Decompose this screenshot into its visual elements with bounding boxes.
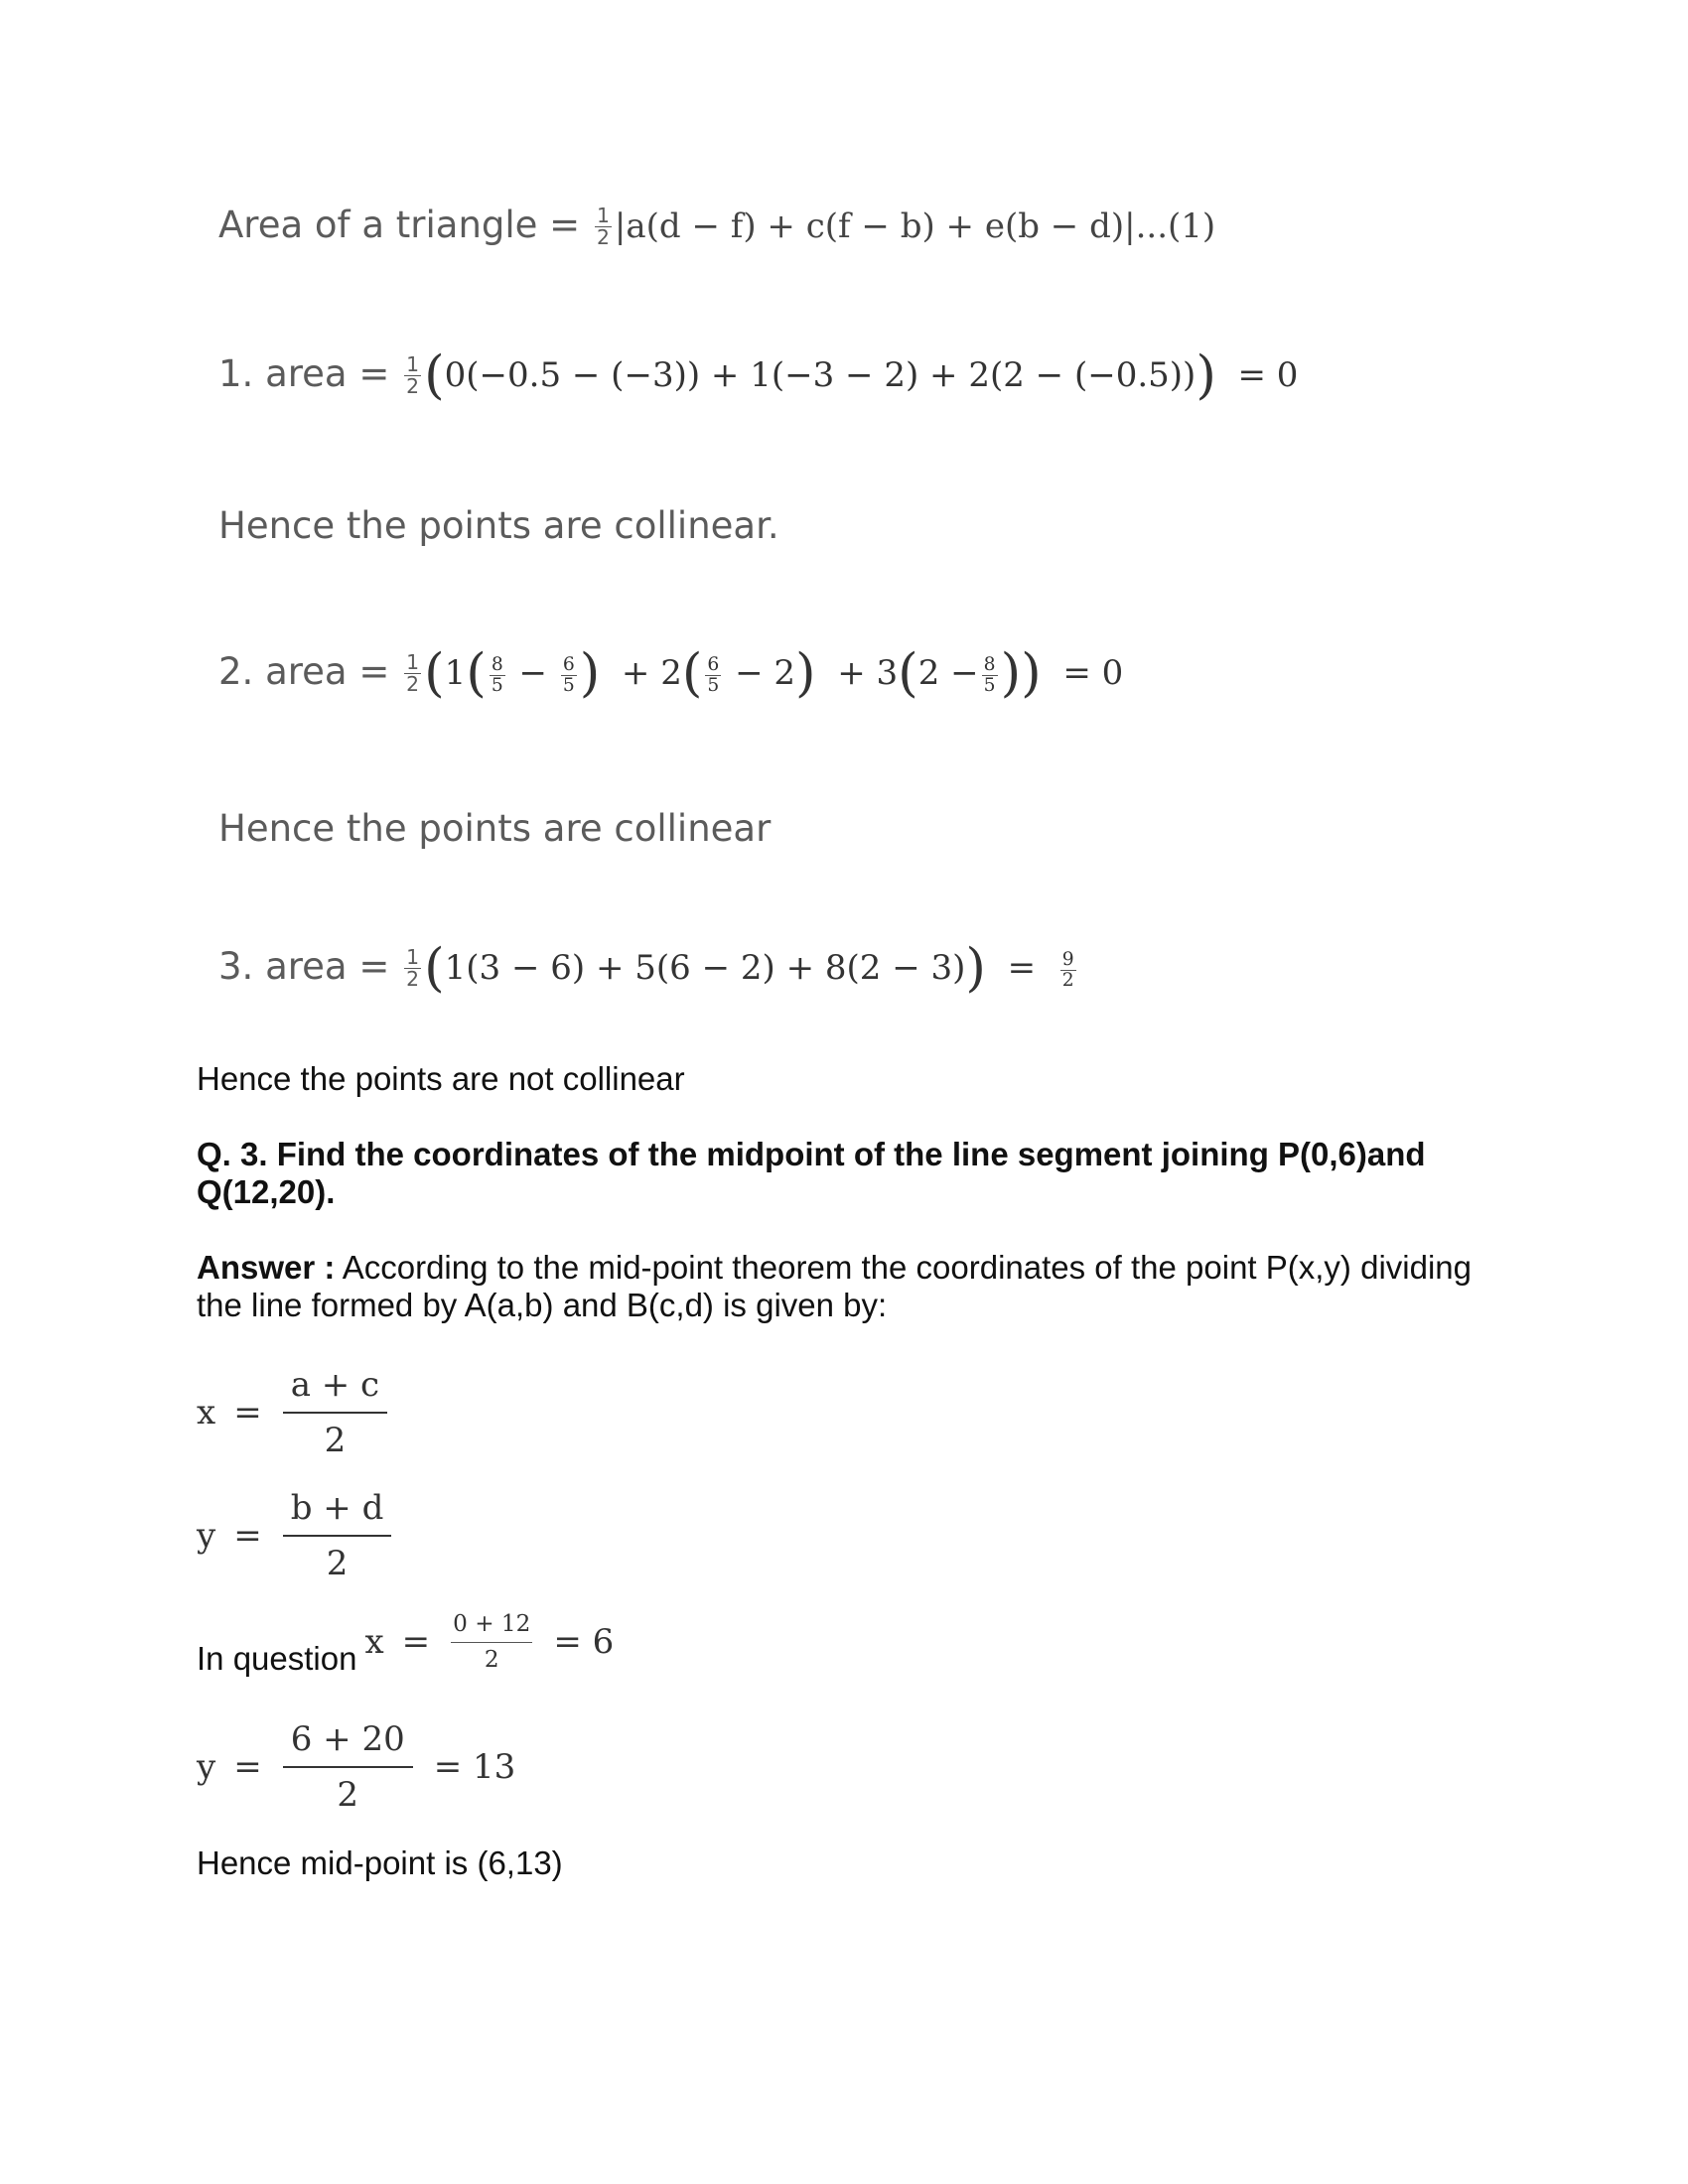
area-item-2: 2. area = $\frac{1}{2}$ (1( $\frac{8}{5}$ − $\frac{6}{5}$ ) + 2( $\frac{6}{5}$ − 2) + 3(2 − $\frac{8}{5}$ )) = 0: [218, 642, 1124, 704]
item1-expression: 0(−0.5 − (−3)) + 1(−3 − 2) + 2(2 − (−0.5)): [444, 355, 1196, 395]
area-formula-label: Area of a triangle =: [218, 204, 581, 246]
formula-y-var: y: [197, 1516, 216, 1557]
answer-paragraph: [197, 1249, 1497, 1324]
item1-label: 1. area =: [218, 352, 390, 395]
answer-label: Answer :: [197, 1249, 336, 1286]
formula-x-fraction: $\frac{a + c}{2}$: [283, 1358, 387, 1468]
area-formula: [218, 204, 1215, 248]
area-item-3: 3. area = $\frac{1}{2}$ (1(3 − 6) + 5(6 − 2) + 8(2 − 3)) = $\frac{9}{2}$: [218, 937, 1074, 999]
item2-label: 2. area =: [218, 650, 390, 693]
conclusion-2: Hence the points are collinear: [218, 807, 772, 850]
question-y-var: y: [197, 1747, 216, 1788]
half-fraction: $\frac{1}{2}$: [596, 203, 610, 249]
question-x-result: = 6: [553, 1622, 615, 1662]
item2-result: = 0: [1062, 653, 1124, 693]
item3-result: $\frac{9}{2}$: [1061, 948, 1074, 991]
question-y-result: = 13: [433, 1747, 516, 1788]
half-fraction: $\frac{1}{2}$: [406, 351, 420, 398]
answer-text: According to the mid-point theorem the coordinates of the point P(x,y) dividing the line formed by A(a,b) and B(c,d) is given by:: [197, 1249, 1472, 1323]
question-y-fraction: $\frac{6 + 20}{2}$: [283, 1712, 413, 1823]
question-3: Q. 3. Find the coordinates of the midpoint of the line segment joining P(0,6)and Q(12,20).: [197, 1136, 1426, 1210]
question-y-line: y = $\frac{6 + 20}{2}$ = 13: [197, 1712, 515, 1823]
half-fraction: $\frac{1}{2}$: [406, 649, 420, 696]
question-x-line: In question x = $\frac{0 + 12}{2}$ = 6: [197, 1606, 614, 1678]
formula-x-var: x: [197, 1393, 216, 1433]
half-fraction: $\frac{1}{2}$: [406, 944, 420, 991]
in-question-label: In question: [197, 1640, 357, 1677]
item3-expression: 1(3 − 6) + 5(6 − 2) + 8(2 − 3): [444, 948, 966, 988]
final-answer: Hence mid-point is (6,13): [197, 1844, 563, 1881]
area-formula-expression: |a(d − f) + c(f − b) + e(b − d)|...(1): [614, 206, 1216, 246]
conclusion-3: Hence the points are not collinear: [197, 1060, 685, 1097]
item3-label: 3. area =: [218, 945, 390, 988]
formula-x: x = $\frac{a + c}{2}$: [197, 1358, 390, 1468]
question-x-var: x: [364, 1622, 384, 1662]
item1-result: = 0: [1237, 355, 1299, 395]
area-item-1: 1. area = $\frac{1}{2}$ (0(−0.5 − (−3)) + 1(−3 − 2) + 2(2 − (−0.5))) = 0: [218, 344, 1299, 406]
formula-y: y = $\frac{b + d}{2}$: [197, 1481, 394, 1591]
conclusion-1: Hence the points are collinear.: [218, 504, 779, 547]
question-x-fraction: $\frac{0 + 12}{2}$: [451, 1607, 532, 1677]
formula-y-fraction: $\frac{b + d}{2}$: [283, 1481, 392, 1591]
